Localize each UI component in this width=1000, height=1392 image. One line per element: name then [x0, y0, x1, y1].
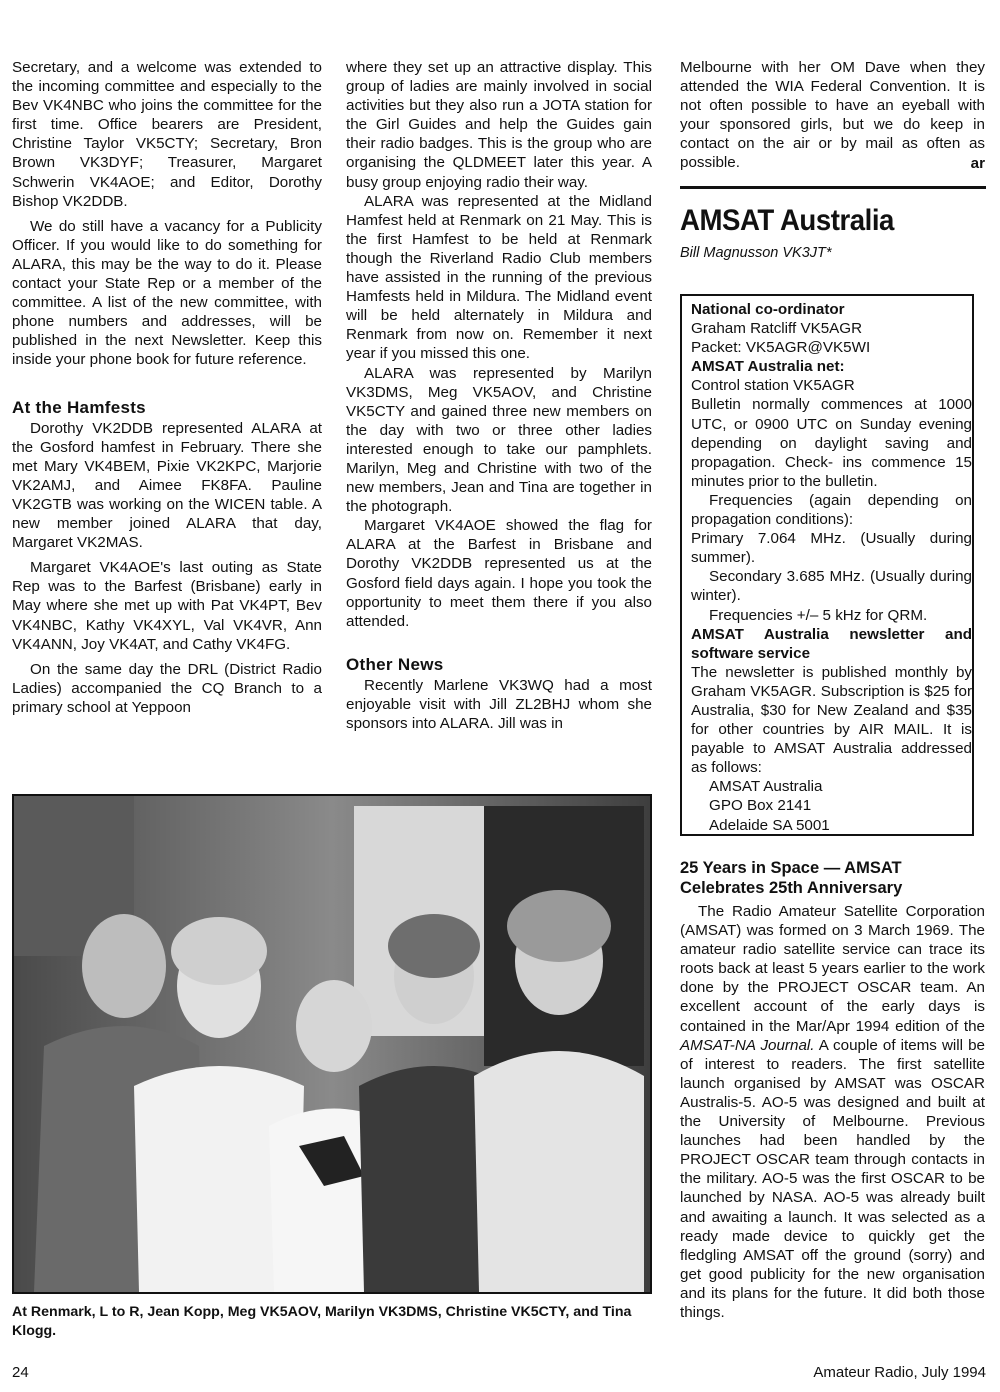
col2-paragraph-3: ALARA was represented by Marilyn VK3DMS, Meg VK5AOV, and Christine VK5CTY and gained three new members on the day with two or three other ladies interested enough to take our pamphlets. Marilyn, Meg and Christine with two of the new members, Jean and Tina are together in the photograph. [346, 364, 652, 516]
article-text-a: The Radio Amateur Satellite Corporation (AMSAT) was formed on 3 March 1969. The amateur radio satellite service can trace its roots back at least 5 years earlier to the work done by the PROJECT OSCAR team. An excellent account of the early days is contained in the Mar/Apr 1994 edition of the [680, 903, 985, 1035]
col3-paragraph-1: Melbourne with her OM Dave when they attended the WIA Federal Convention. It is not often possible to have an eyeball with your sponsored girls, but we do keep in contact on the air or by mail as often as possible. [680, 59, 985, 172]
box-line-2: Graham Ratcliff VK5AGR [691, 320, 863, 338]
col2-paragraph-2: ALARA was represented at the Midland Hamfest held at Renmark on 21 May. This is the first Hamfest to be held at Renmark though the Riverland Radio Club members have assisted in the running of the previous Hamfests held in Mildura. The Midland event will be held alternately in Mildura and Renmark from now on. Remember it next year if you missed this one. [346, 192, 652, 363]
section-divider [680, 186, 986, 189]
article-title: 25 Years in Space — AMSAT Celebrates 25th Anniversary [680, 859, 903, 897]
article-text-b: A couple of items will be of interest to readers. The first satellite launch organised by AMSAT was OSCAR Australis-5. AO-5 was designed and built at the University of Melbourne. Previous launches had been handled by the PROJECT OSCAR team through contacts in the military. AO-5 was the first OSCAR to be launched by NASA. AO-5 was already built and awaiting a launch. It was selected as a ready made device to quickly get the fledgling AMSAT off the ground (sorry) and get good publicity for the new organisation and its plans for the future. It did both those things. [680, 1036, 985, 1321]
col1-paragraph-3: Dorothy VK2DDB represented ALARA at the Gosford hamfest in February. There she met Mary VK4BEM, Pixie VK2KPC, Marjorie VK2AMJ, and Aimee FK8FA. Pauline VK2GTB was working on the WICEN table. A new member joined ALARA that day, Margaret VK2MAS. [12, 419, 322, 552]
box-line-12: The newsletter is published monthly by Graham VK5AGR. Subscription is $25 for Australia, $30 for New Zealand and $35 for other countries by AIR MAIL. It is payable to AMSAT Australia addressed as follows: [691, 663, 972, 777]
box-line-1: National co-ordinator [691, 301, 845, 318]
section-heading-other-news: Other News [346, 654, 444, 674]
box-line-5: Control station VK5AGR [691, 377, 855, 395]
box-line-4: AMSAT Australia net: [691, 358, 845, 376]
article-journal-name: AMSAT-NA Journal. [680, 1036, 815, 1054]
column-2 [346, 58, 652, 739]
box-line-11: AMSAT Australia newsletter and software service [691, 625, 972, 662]
column-3 [680, 58, 985, 173]
col1-paragraph-4: Margaret VK4AOE's last outing as State Rep was to the Barfest (Brisbane) early in May where she met up with Pat VK4PT, Bev VK4NBC, Kathy VK4XYL, Val VK4VR, Ann VK4ANN, Joy VK4AT, and Cathy VK4FG. [12, 559, 322, 653]
box-line-3: Packet: VK5AGR@VK5WI [691, 339, 871, 357]
box-address-1: AMSAT Australia [709, 778, 823, 796]
box-line-10: Frequencies +/– 5 kHz for QRM. [709, 606, 928, 624]
col1-paragraph-2: We do still have a vacancy for a Publicity Officer. If you would like to do something for ALARA, this may be the way to do it. Please contact your State Rep or a member of the committee. A list of the new committee, with phone numbers and addresses, will be published in the next Newsletter. Keep this inside your phone book for future reference. [12, 217, 322, 369]
publication-footer: Amateur Radio, July 1994 [813, 1364, 986, 1381]
box-address-2: GPO Box 2141 [709, 797, 812, 815]
col1-paragraph-5: On the same day the DRL (District Radio Ladies) accompanied the CQ Branch to a primary school at Yeppoon [12, 660, 322, 716]
column-1 [12, 58, 322, 723]
end-mark: ar [970, 154, 985, 172]
article-body [680, 902, 985, 1322]
col1-paragraph-1: Secretary, and a welcome was extended to the incoming committee and especially to the Bev VK4NBC who joins the committee for the first time. Office bearers are President, Christine Taylor VK5CTY; Secretary, Bron Brown VK3DYF; Treasurer, Margaret Schwerin VK4AOE; and Editor, Dorothy Bishop VK2DDB. [12, 59, 322, 210]
page-number: 24 [12, 1364, 29, 1381]
col2-paragraph-4: Margaret VK4AOE showed the flag for ALARA at the Barfest in Brisbane and Dorothy VK2DDB represented us at the Gosford field days again. I hope you took the opportunity to meet them there if you also attended. [346, 517, 652, 630]
box-line-7: Frequencies (again depending on propagation conditions): [691, 491, 972, 529]
amsat-title: AMSAT Australia [680, 204, 894, 237]
photo-caption: At Renmark, L to R, Jean Kopp, Meg VK5AOV, Marilyn VK3DMS, Christine VK5CTY, and Tina Klogg. [12, 1304, 632, 1339]
box-address-3: Adelaide SA 5001 [709, 816, 830, 834]
box-line-8: Primary 7.064 MHz. (Usually during summer). [691, 530, 972, 567]
col2-paragraph-5: Recently Marlene VK3WQ had a most enjoyable visit with Jill ZL2BHJ whom she sponsors into ALARA. Jill was in [346, 676, 652, 733]
group-photograph [12, 794, 652, 1294]
amsat-author: Bill Magnusson VK3JT* [680, 245, 832, 261]
amsat-info-box [680, 294, 974, 836]
article-paragraph [680, 902, 985, 1322]
box-line-9: Secondary 3.685 MHz. (Usually during winter). [691, 568, 972, 605]
photo-illustration [14, 796, 650, 1292]
col2-paragraph-1: where they set up an attractive display. This group of ladies are mainly involved in social activities but they also run a JOTA station for the Girl Guides and help the Guides gain their radio badges. This is the group who are organising the QLDMEET later this year. A busy group enjoying radio their way. [346, 59, 652, 191]
section-heading-hamfests: At the Hamfests [12, 397, 146, 417]
box-line-6: Bulletin normally commences at 1000 UTC, or 0900 UTC on Sunday evening depending on daylight saving and propagation. Check- ins commence 15 minutes prior to the bulletin. [691, 396, 972, 490]
